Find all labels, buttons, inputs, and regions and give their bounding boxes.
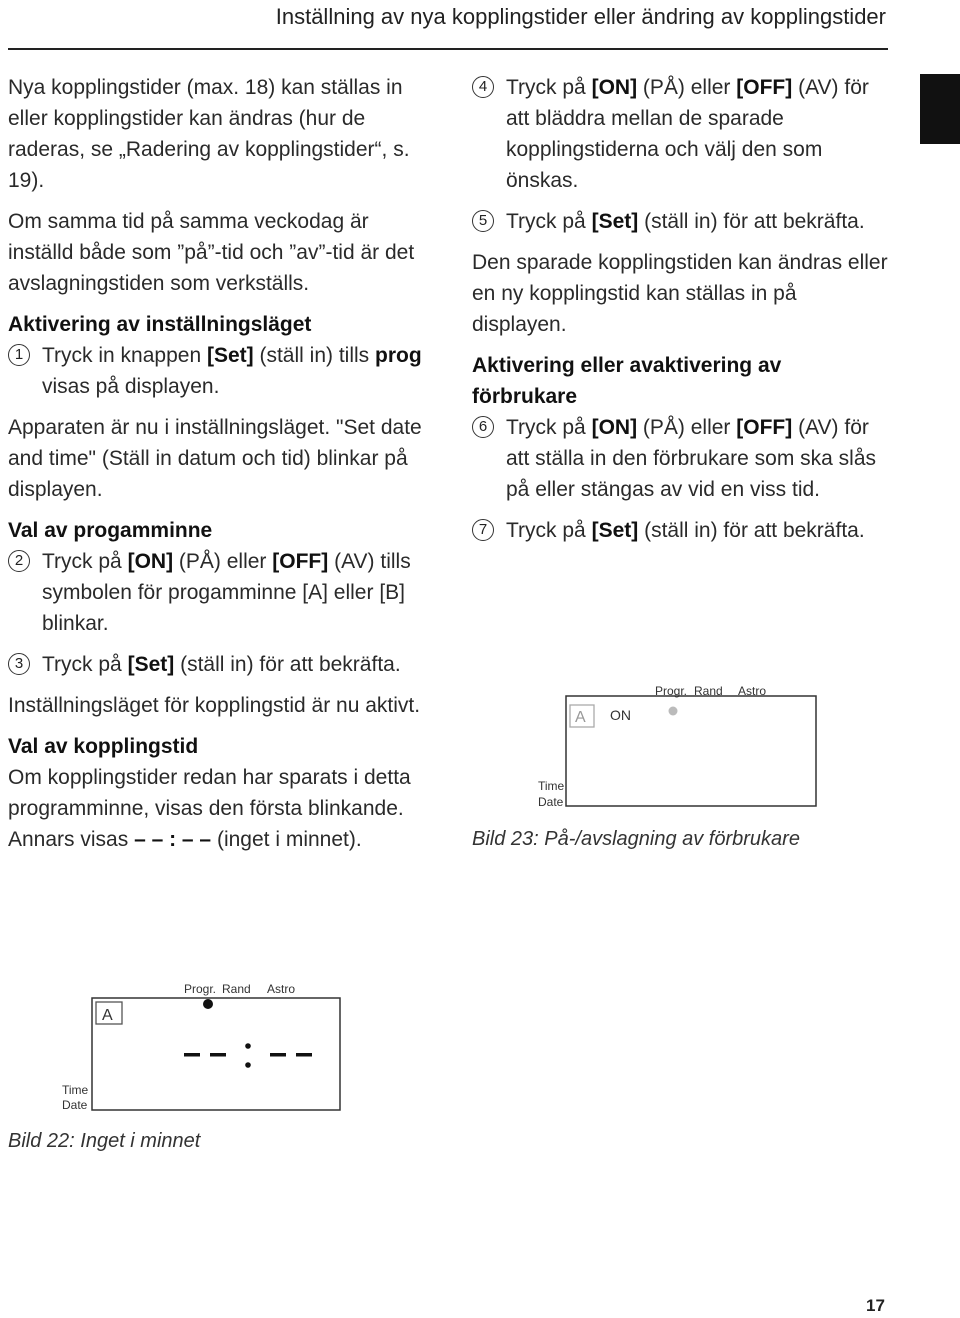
step-2: 2 Tryck på [ON] (PÅ) eller [OFF] (AV) tills symbolen för progamminne [A] eller [B] blinkar. — [8, 546, 428, 639]
heading-select-switch-time: Val av kopplingstid — [8, 735, 199, 758]
intro-paragraph-2: Om samma tid på samma veckodag är inställd både som ”på”-tid och ”av”-tid är det avslagningstiden som verkställs. — [8, 210, 415, 295]
page-header-title: Inställning av nya kopplingstider eller ändring av kopplingstider — [275, 4, 886, 29]
page-number: 17 — [866, 1296, 885, 1315]
paragraph-saved-time-change: Den sparade kopplingstiden kan ändras eller en ny kopplingstid kan ställas in på displayen. — [472, 251, 888, 336]
state-on-label: ON — [610, 707, 631, 723]
figure-22-display — [56, 978, 356, 1118]
lcd-label-astro: Astro — [738, 684, 767, 698]
left-column — [8, 72, 428, 865]
lcd-label-progr: Progr. — [655, 684, 688, 698]
empty-time-segments — [184, 1043, 312, 1068]
lcd-label-date: Date — [538, 795, 564, 809]
lcd-label-rand: Rand — [694, 684, 723, 698]
heading-program-memory: Val av progamminne — [8, 519, 213, 542]
lcd-frame — [566, 696, 816, 806]
lcd-label-rand: Rand — [222, 982, 251, 996]
paragraph-stored-times: Om kopplingstider redan har sparats i detta programminne, visas den första blinkande. Annars visas – – : – – (inget i minnet). — [8, 766, 411, 851]
step-3: 3 Tryck på [Set] (ställ in) för att bekräfta. — [8, 649, 428, 680]
intro-paragraph-1: Nya kopplingstider (max. 18) kan ställas in eller kopplingstider kan ändras (hur de raderas, se „Radering av kopplingstider“, s. 19). — [8, 76, 410, 192]
heading-consumer-toggle: Aktivering eller avaktivering av förbrukare — [472, 354, 782, 408]
paragraph-setting-mode: Apparaten är nu i inställningsläget. "Set date and time" (Ställ in datum och tid) blinkar på displayen. — [8, 416, 422, 501]
step-1: 1 Tryck in knappen [Set] (ställ in) tills prog visas på displayen. — [8, 340, 428, 402]
figure-23-display — [520, 676, 820, 816]
empty-time-dashes: – – : – – — [134, 828, 212, 851]
step-number-badge: 4 — [472, 76, 494, 98]
step-5: 5 Tryck på [Set] (ställ in) för att bekräfta. — [472, 206, 892, 237]
lcd-label-progr: Progr. — [184, 982, 217, 996]
step-number-badge: 1 — [8, 344, 30, 366]
step-4: 4 Tryck på [ON] (PÅ) eller [OFF] (AV) för att bläddra mellan de sparade kopplingstiderna och välj den som önskas. — [472, 72, 892, 196]
step-number-badge: 6 — [472, 416, 494, 438]
lcd-label-date: Date — [62, 1098, 88, 1112]
step-6: 6 Tryck på [ON] (PÅ) eller [OFF] (AV) för att ställa in den förbrukare som ska slås på eller stängas av vid en viss tid. — [472, 412, 892, 505]
progr-indicator-dot — [669, 707, 678, 716]
chapter-tab-marker — [920, 74, 960, 144]
lcd-label-astro: Astro — [267, 982, 296, 996]
step-number-badge: 2 — [8, 550, 30, 572]
step-7: 7 Tryck på [Set] (ställ in) för att bekräfta. — [472, 515, 892, 546]
figure-23-caption: Bild 23: På-/avslagning av förbrukare — [472, 828, 800, 850]
heading-activation: Aktivering av inställningsläget — [8, 313, 312, 336]
channel-label: A — [575, 709, 586, 726]
figure-22-caption: Bild 22: Inget i minnet — [8, 1130, 201, 1152]
step-number-badge: 3 — [8, 653, 30, 675]
lcd-label-time: Time — [62, 1083, 89, 1097]
header-rule — [8, 48, 888, 50]
step-number-badge: 7 — [472, 519, 494, 541]
paragraph-switch-time-active: Inställningsläget för kopplingstid är nu aktivt. — [8, 694, 421, 717]
channel-label: A — [102, 1007, 113, 1024]
lcd-label-time: Time — [538, 779, 565, 793]
step-number-badge: 5 — [472, 210, 494, 232]
progr-indicator-dot — [203, 999, 213, 1009]
right-column — [472, 72, 892, 556]
